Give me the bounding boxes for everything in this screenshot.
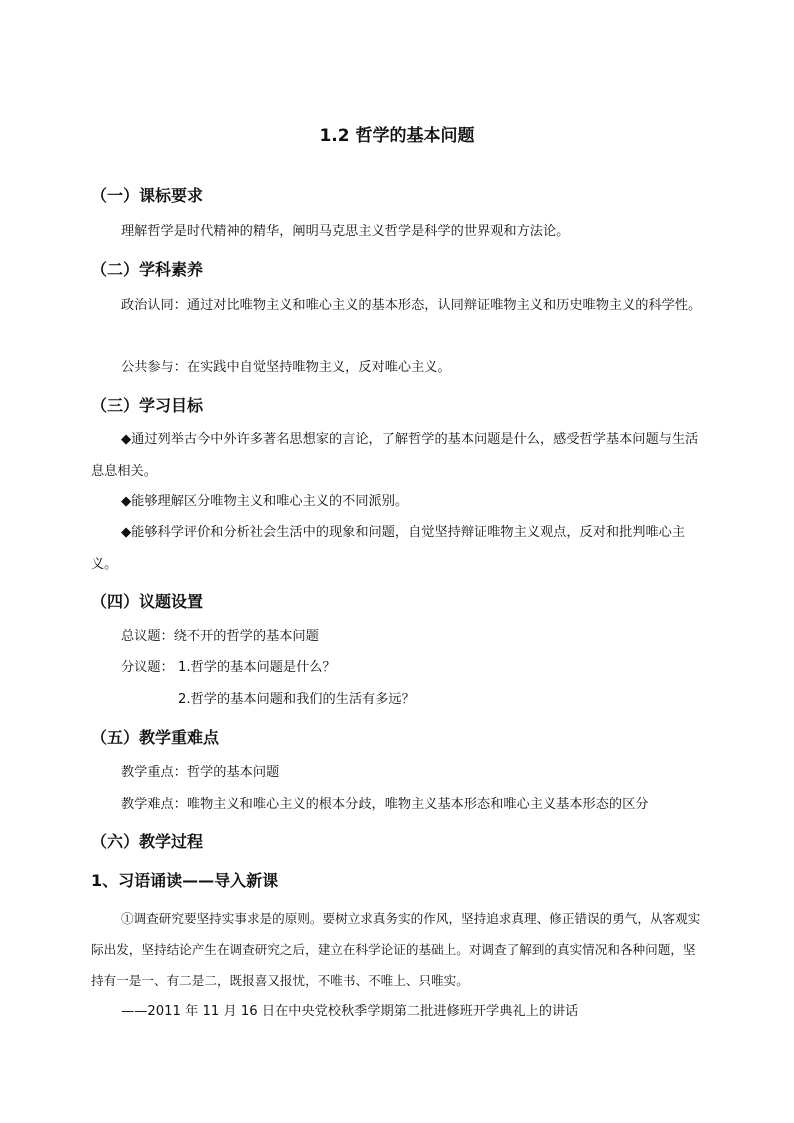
objective-item-2: ◆能够理解区分唯物主义和唯心主义的不同派别。 bbox=[121, 494, 409, 509]
section-heading-topics: （四）议题设置 bbox=[91, 592, 204, 611]
quote-source: ——2011 年 11 月 16 日在中央党校秋季学期第二批进修班开学典礼上的讲话 bbox=[121, 1004, 579, 1019]
document-title: 1.2 哲学的基本问题 bbox=[319, 126, 475, 146]
section-heading-process: （六）教学过程 bbox=[91, 832, 204, 851]
section-heading-curriculum: （一）课标要求 bbox=[91, 186, 204, 205]
curriculum-paragraph: 理解哲学是时代精神的精华，阐明马克思主义哲学是科学的世界观和方法论。 bbox=[121, 224, 570, 239]
section-heading-literacy: （二）学科素养 bbox=[91, 260, 204, 279]
sub-topic-1: 1.哲学的基本问题是什么？ bbox=[178, 660, 336, 675]
teaching-key-point: 教学重点：哲学的基本问题 bbox=[121, 765, 280, 780]
section-heading-key-points: （五）教学重难点 bbox=[91, 728, 220, 747]
step-heading-reading: 1、习语诵读——导入新课 bbox=[91, 871, 279, 890]
sub-topic-2: 2.哲学的基本问题和我们的生活有多远？ bbox=[178, 692, 415, 707]
literacy-paragraph-political: 政治认同：通过对比唯物主义和唯心主义的基本形态，认同辩证唯物主义和历史唯物主义的科学性。 bbox=[121, 298, 702, 313]
objective-item-1: ◆通过列举古今中外许多著名思想家的言论，了解哲学的基本问题是什么，感受哲学基本问题与生活息息相关。 bbox=[91, 432, 699, 479]
teaching-difficult-point: 教学难点：唯物主义和唯心主义的根本分歧，唯物主义基本形态和唯心主义基本形态的区分 bbox=[121, 797, 649, 812]
section-heading-objectives: （三）学习目标 bbox=[91, 396, 204, 415]
general-topic: 总议题：绕不开的哲学的基本问题 bbox=[121, 629, 319, 644]
literacy-paragraph-public: 公共参与：在实践中自觉坚持唯物主义，反对唯心主义。 bbox=[121, 360, 451, 375]
objective-item-3: ◆能够科学评价和分析社会生活中的现象和问题，自觉坚持辩证唯物主义观点，反对和批判唯心主义。 bbox=[91, 525, 686, 572]
quote-paragraph: ①调查研究要坚持实事求是的原则。要树立求真务实的作风，坚持追求真理、修正错误的勇气，从客观实际出发，坚持结论产生在调查研究之后，建立在科学论证的基础上。对调查了解到的真实情况和各种问题，坚持有一是一、有二是二，既报喜又报忧，不唯书、不唯上、只唯实。 bbox=[91, 911, 701, 988]
sub-topic-label: 分议题： bbox=[121, 660, 174, 675]
